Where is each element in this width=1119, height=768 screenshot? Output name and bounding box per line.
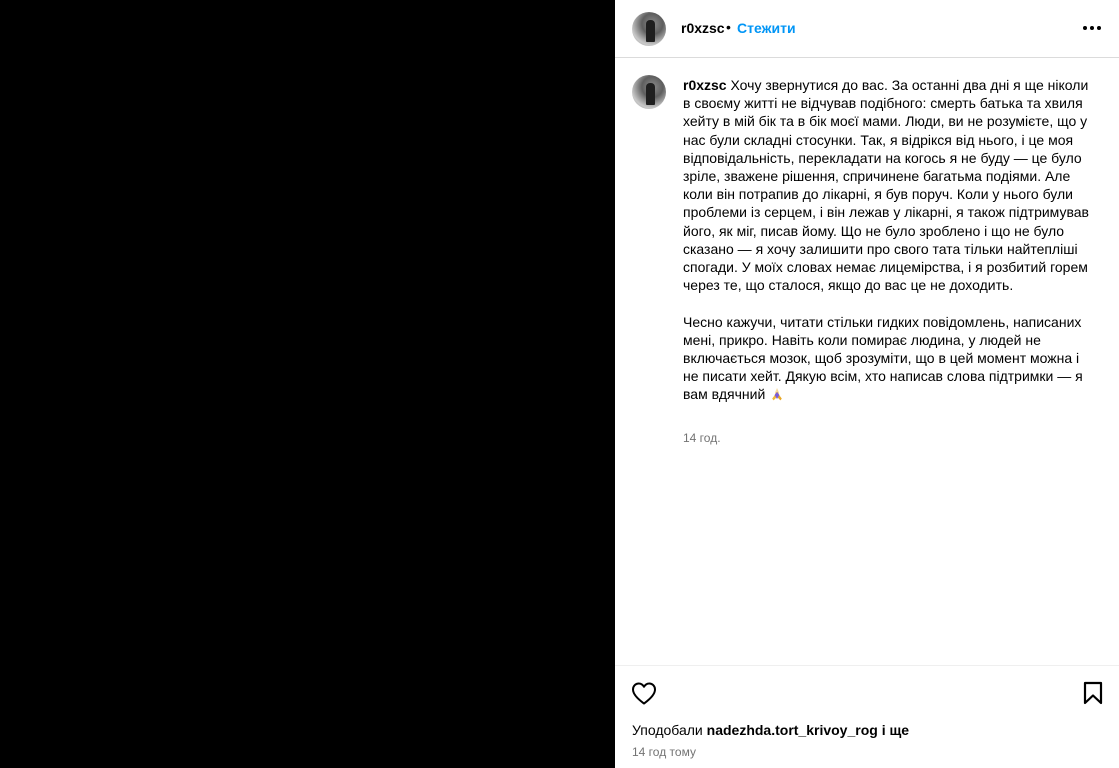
comment-time[interactable]: 14 год. (683, 431, 721, 445)
separator-dot: • (726, 19, 731, 35)
comments-section (615, 58, 1119, 665)
author-avatar[interactable] (632, 12, 666, 46)
post-header (615, 0, 1119, 58)
post-actions (615, 665, 1119, 768)
liked-by-user[interactable]: nadezhda.tort_krivoy_rog (706, 722, 878, 738)
likes-summary (632, 722, 909, 738)
liked-by-others[interactable]: і ще (877, 722, 910, 738)
author-username[interactable]: r0xzsc (681, 20, 725, 36)
caption-text-block (683, 76, 1093, 404)
posted-time[interactable]: 14 год тому (632, 745, 696, 759)
post-side-panel (615, 0, 1119, 768)
comment-author-avatar[interactable] (632, 75, 666, 109)
liked-by-prefix: Уподобали (632, 722, 707, 738)
heart-icon[interactable] (630, 680, 658, 706)
bookmark-icon[interactable] (1081, 680, 1105, 706)
caption-text: Хочу звернутися до вас. За останні два дні я ще ніколи в своєму житті не відчував подібного: смерть батька та хвиля хейту в мій бік та в бік моєї мами. Люди, ви не розумієте, що у нас були складні стосунки. Так, я відрікся від нього, і це моя відповідальність, перекладати на когось я не буду — це було зріле, зважене рішення, спричинене багатьма подіями. Але коли він потрапив до лікарні, я був поруч. Коли у нього були проблеми із серцем, і він лежав у лікарні, я також підтримував його, як міг, писав йому. Що не було зроблено і що не було сказано — я хочу залишити про свого тата тільки найтепліші спогади. У моїх словах немає лицемірства, і я розбитий горем через те, що сталося, якщо до вас це не доходить. Чесно кажучи, читати стільки гидких повідомлень, написаних мені, прикро. Навіть коли помирає людина, у людей не включається мозок, щоб зрозуміти, що в цей момент можна і не писати хейт. Дякую всім, хто написав слова підтримки — я вам вдячний (683, 77, 1089, 403)
follow-button[interactable]: Стежити (737, 20, 796, 36)
folded-hands-icon (769, 386, 785, 402)
more-options-icon[interactable] (1077, 14, 1107, 42)
comment-username[interactable]: r0xzsc (683, 77, 727, 93)
